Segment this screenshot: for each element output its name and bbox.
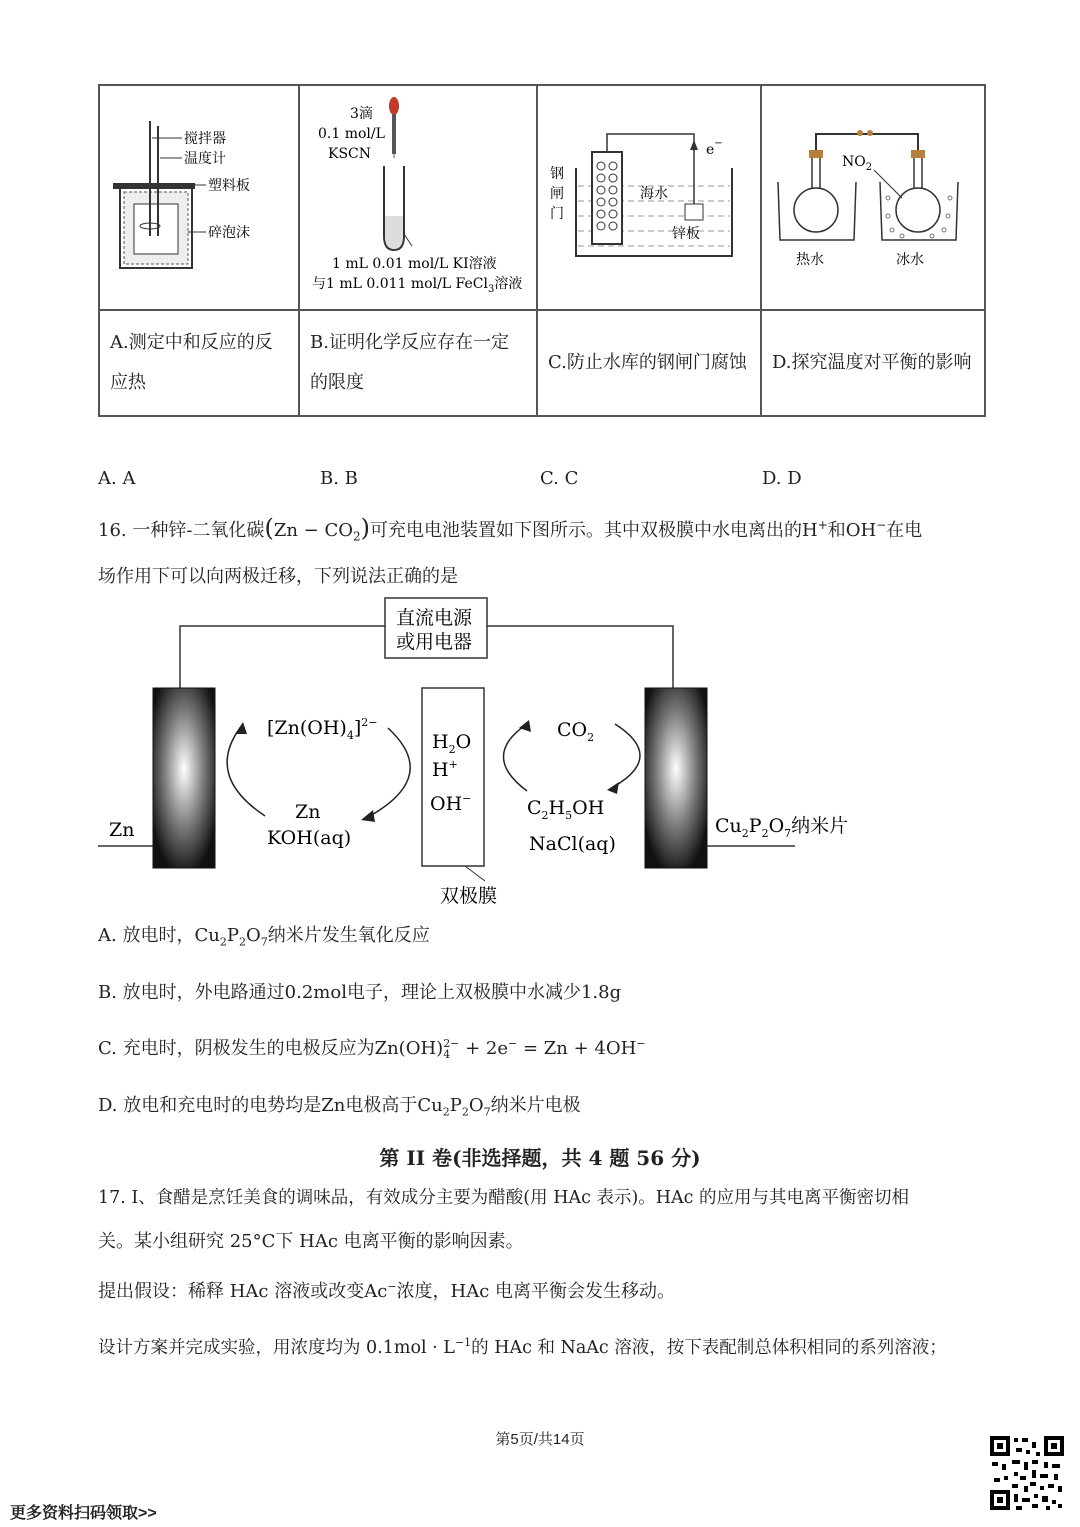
svg-text:3滴: 3滴 bbox=[350, 106, 373, 122]
q17-line4: 设计方案并完成实验，用浓度均为 $0.1mol \cdot L^{-1}$的 HAc 和 NaAc 溶液，按下表配制总体积相同的系列溶液； bbox=[98, 1336, 947, 1358]
stirrer-label: 搅拌器 bbox=[184, 131, 226, 147]
svg-text:KOH(aq): KOH(aq) bbox=[267, 827, 352, 849]
section-title: 第 II 卷(非选择题，共 4 题 56 分) bbox=[379, 1146, 701, 1170]
plastic-board-label: 塑料板 bbox=[208, 178, 250, 194]
steel-gate-figure bbox=[538, 86, 760, 305]
no2-flask-figure bbox=[762, 86, 984, 305]
sea-water-label: 海水 bbox=[640, 186, 668, 202]
svg-text:钢: 钢 bbox=[550, 166, 564, 182]
experiment-d-cell bbox=[761, 85, 985, 310]
svg-text:NaCl(aq): NaCl(aq) bbox=[529, 833, 616, 855]
svg-text:闸: 闸 bbox=[550, 186, 564, 202]
svg-text:直流电源: 直流电源 bbox=[396, 607, 473, 629]
no2-label: $NO_2$ bbox=[842, 154, 873, 173]
q17-line2: 关。某小组研究 25°C下 HAc 电离平衡的影响因素。 bbox=[98, 1231, 524, 1252]
experiment-c-cell bbox=[537, 85, 761, 310]
ice-water-label: 冰水 bbox=[896, 252, 924, 268]
zinc-plate-label: 锌板 bbox=[672, 226, 700, 242]
q15-option-a: A. A bbox=[98, 468, 136, 489]
membrane-label: 双极膜 bbox=[440, 885, 498, 907]
test-tube-figure bbox=[300, 86, 536, 305]
fecl3-solution-label: 与1 mL 0.011 mol/L FeCl$_3$溶液 bbox=[312, 276, 523, 295]
svg-text:C2H5OH: $C_2H_5OH$ bbox=[527, 797, 605, 822]
qr-code[interactable] bbox=[988, 1434, 1066, 1512]
svg-text:或用电器: 或用电器 bbox=[396, 631, 473, 653]
caption-a: A.测定中和反应的反应热 bbox=[99, 310, 299, 416]
experiment-a-cell bbox=[99, 85, 299, 310]
svg-text:H+: H+ bbox=[432, 758, 458, 781]
foam-label: 碎泡沫 bbox=[208, 225, 250, 241]
svg-text:Zn: Zn bbox=[295, 801, 321, 823]
cu-electrode bbox=[645, 688, 707, 868]
ki-solution-label: 1 mL 0.01 mol/L KI溶液 bbox=[332, 256, 497, 272]
q15-option-b: B. B bbox=[320, 468, 358, 489]
q17-line1: 17. I、食醋是烹饪美食的调味品，有效成分主要为醋酸(用 HAc 表示)。HAc 的应用与其电离平衡密切相 bbox=[98, 1188, 910, 1208]
page-number: 第5页/共14页 bbox=[495, 1431, 585, 1448]
electron-label: e− bbox=[706, 138, 723, 158]
caption-d: D.探究温度对平衡的影响 bbox=[761, 310, 985, 416]
q15-option-d: D. D bbox=[762, 468, 802, 489]
zincate-label: $[Zn(OH)_4]^{2-}$ bbox=[267, 716, 378, 742]
q16-option-a: A. 放电时，$Cu_2P_2O_7$纳米片发生氧化反应 bbox=[98, 925, 430, 949]
svg-text:0.1 mol/L: 0.1 mol/L bbox=[318, 126, 385, 142]
svg-text:H2O: $H_2O$ bbox=[432, 731, 472, 756]
caption-c: C.防止水库的钢闸门腐蚀 bbox=[537, 310, 761, 416]
cu2p2o7-label: $Cu_2P_2O_7$纳米片 bbox=[715, 815, 849, 840]
q15-option-c: C. C bbox=[540, 468, 579, 489]
experiment-b-cell bbox=[299, 85, 537, 310]
svg-text:CO2: $CO_2$ bbox=[557, 719, 595, 744]
svg-text:OH−: OH− bbox=[430, 792, 472, 815]
svg-text:KSCN: KSCN bbox=[328, 146, 372, 162]
experiment-table bbox=[98, 84, 986, 417]
q17-line3: 提出假设：稀释 HAc 溶液或改变Ac−浓度，HAc 电离平衡会发生移动。 bbox=[98, 1280, 676, 1302]
q16-option-b: B. 放电时，外电路通过0.2mol电子，理论上双极膜中水减少1.8g bbox=[98, 982, 622, 1003]
q16-option-d: D. 放电和充电时的电势均是Zn电极高于$Cu_2P_2O_7$纳米片电极 bbox=[98, 1095, 581, 1119]
calorimeter-figure bbox=[100, 86, 298, 305]
thermometer-label: 温度计 bbox=[184, 151, 226, 167]
q16-option-c: C. 充电时，阴极发生的电极反应为Zn(OH) 2− 4 + 2e− = Zn + 4OH− bbox=[98, 1037, 646, 1061]
zn-electrode bbox=[153, 688, 215, 868]
caption-b: B.证明化学反应存在一定的限度 bbox=[299, 310, 537, 416]
q16-stem-line1: 16. 一种锌-二氧化碳$(Zn - CO_2)$可充电电池装置如下图所示。其中双极膜中水电离出的H+和OH−在电 bbox=[98, 514, 923, 544]
zn-electrode-label: Zn bbox=[109, 819, 135, 841]
svg-text:门: 门 bbox=[550, 206, 564, 222]
more-resources-link[interactable]: 更多资料扫码领取>> bbox=[10, 1505, 157, 1522]
battery-diagram bbox=[95, 596, 865, 912]
hot-water-label: 热水 bbox=[796, 252, 824, 268]
q16-stem-line2: 场作用下可以向两极迁移，下列说法正确的是 bbox=[98, 566, 458, 587]
